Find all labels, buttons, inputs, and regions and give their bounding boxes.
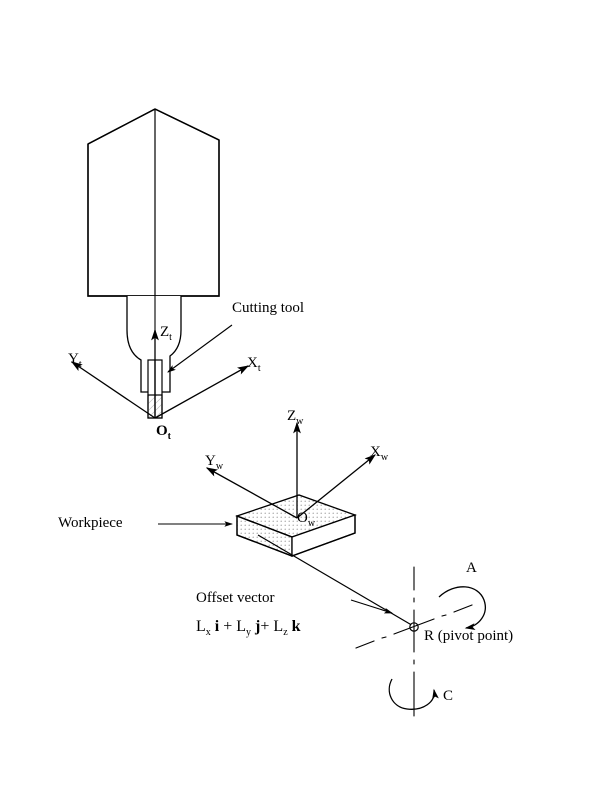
a-axis-rotation-arrow xyxy=(439,587,485,628)
label-c-axis: C xyxy=(443,688,454,704)
label-pivot-point: R (pivot point) xyxy=(424,628,514,644)
label-workpiece-frame-z: $Z_w$ xyxy=(287,408,304,427)
label-offset-vector: Offset vector xyxy=(196,590,275,606)
spindle-body xyxy=(88,109,219,296)
label-offset-formula: $L_x$ $i + L_y$ $j+ L_z$ k xyxy=(196,618,301,639)
label-cutting-tool: Cutting tool xyxy=(232,300,305,316)
label-workpiece-frame-y: $Y_w$ xyxy=(205,453,224,472)
label-workpiece-frame-origin: $O_w$ xyxy=(297,510,316,529)
label-a-axis: A xyxy=(466,560,477,576)
label-tool-frame-x: $X_t$ xyxy=(247,355,261,374)
label-workpiece: Workpiece xyxy=(58,515,123,531)
label-workpiece-frame-x: $X_w$ xyxy=(370,444,389,463)
label-tool-frame-origin: $O_t$ xyxy=(156,423,172,442)
workpiece-block xyxy=(237,495,355,556)
label-tool-frame-y: $Y_t$ xyxy=(68,351,82,370)
c-axis-rotation-arrow xyxy=(389,679,434,709)
label-tool-frame-z: $Z_t$ xyxy=(160,324,172,343)
